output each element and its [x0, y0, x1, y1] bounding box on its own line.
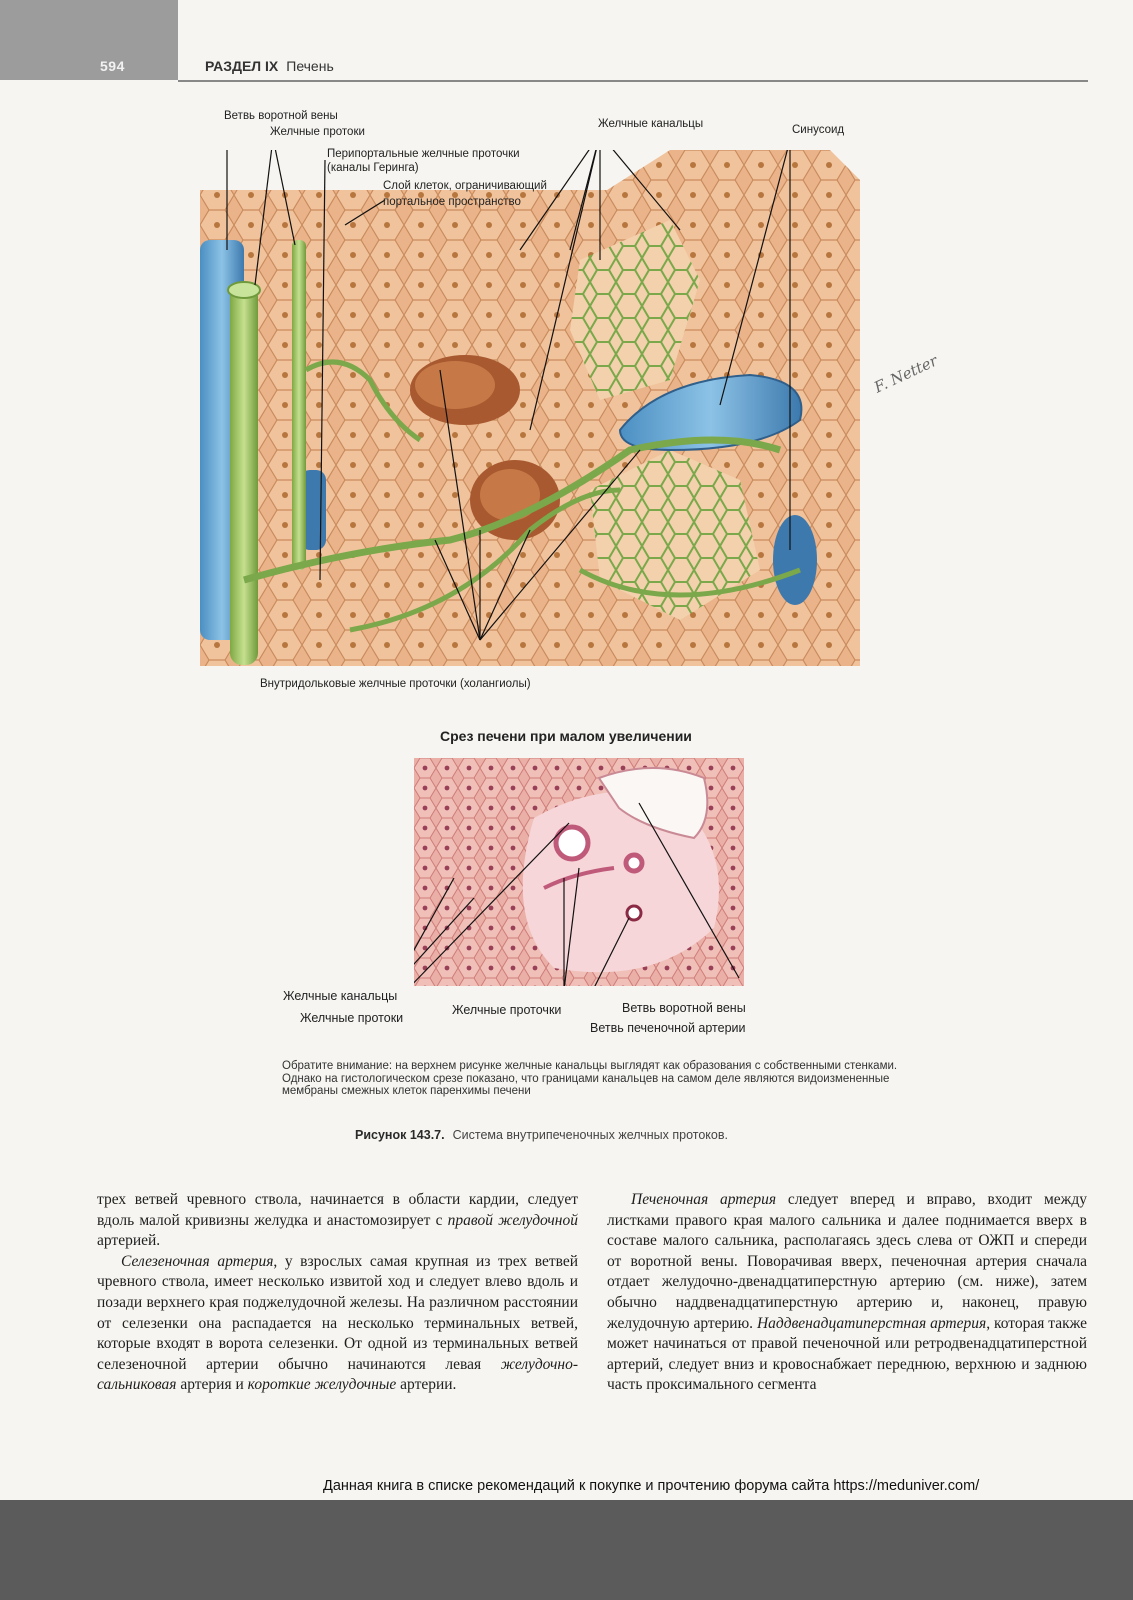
italic-term: желудочно-сальниковая — [97, 1355, 578, 1394]
label-periportal-1: Перипортальные желчные проточки — [327, 148, 520, 160]
figure-note — [282, 1060, 1002, 1098]
label-limiting-layer-1: Слой клеток, ограничивающий — [383, 180, 547, 192]
note-line: мембраны смежных клеток паренхимы печени — [282, 1085, 531, 1097]
scan-bottom-bar — [0, 1500, 1133, 1600]
artist-signature: F. Netter — [871, 351, 941, 397]
micro-label-hepatic-artery: Ветвь печеночной артерии — [590, 1021, 746, 1035]
text: , у взрослых самая крупная из трех ветвей чревного ствола, имеет несколько извитой ход и следует влево вдоль и позади верхнего края поджелудочной железы. На различном расстоянии от селезенки она распадается на несколько терминальных ветвей, которые входят в ворота селезенки. От одной из терминальных ветвей селезеночной артерии обычно начинаются левая — [97, 1252, 578, 1373]
label-periportal-2: (каналы Геринга) — [327, 162, 419, 174]
italic-term: Селезеночная артерия — [121, 1252, 274, 1270]
note-line: Однако на гистологическом срезе показано, что границами канальцев на самом деле являются видоизмененные — [282, 1072, 890, 1085]
text: артерии. — [396, 1376, 457, 1394]
label-portal-vein-branch: Ветвь воротной вены — [224, 110, 338, 122]
text: следует вперед и вправо, входит между листками правого края малого сальника и далее поднимается вверх в составе малого сальника, располагаясь здесь слева от ОЖП и спереди от воротной вены. Поворачивая вверх, печеночная артерия сначала отдает желудочно-двенадцатиперстную артерию (см. ниже), затем обычно наддвенадцатиперстную артерию и, наконец, правую желудочную артерию. — [607, 1191, 1087, 1332]
paragraph — [97, 1190, 578, 1252]
text: артерия и — [176, 1376, 248, 1394]
micro-label-portal-branch: Ветвь воротной вены — [622, 1001, 746, 1015]
figure-caption — [355, 1128, 728, 1142]
paragraph — [607, 1190, 1087, 1396]
page-number: 594 — [100, 58, 125, 74]
header-gray-tab — [0, 0, 178, 80]
caption-text: Система внутрипеченочных желчных протоков. — [452, 1128, 728, 1142]
text: трех ветвей чревного ствола, начинается в области кардии, следует вдоль малой кривизны желудка и анастомозирует с — [97, 1191, 578, 1229]
label-sinusoid: Синусоид — [792, 124, 845, 136]
body-column-right — [607, 1190, 1087, 1396]
section-heading — [205, 58, 334, 74]
body-column-left — [97, 1190, 578, 1396]
italic-term: правой желудочной — [447, 1211, 578, 1229]
paragraph — [97, 1252, 578, 1396]
text: , которая также может начинаться от правой печеночной или ретродвенадцатиперстной артерий, следует вниз и кровоснабжает переднюю, верхнюю и заднюю часть проксимального сегмента — [607, 1314, 1087, 1394]
bile-duct-main — [230, 285, 258, 665]
label-bile-canaliculi: Желчные канальцы — [598, 118, 704, 130]
micro-artery — [627, 906, 641, 920]
micrograph — [414, 758, 744, 986]
micro-label-ductules: Желчные проточки — [452, 1003, 562, 1017]
bile-duct-secondary — [292, 240, 306, 570]
section-name: Печень — [286, 58, 334, 74]
micro-label-ducts: Желчные протоки — [300, 1011, 404, 1025]
section-label: РАЗДЕЛ IX — [205, 58, 279, 74]
italic-term: Печеночная артерия — [631, 1191, 777, 1208]
sinusoid-small — [773, 515, 817, 605]
liver-illustration — [200, 150, 860, 666]
text: артерией. — [97, 1232, 161, 1250]
caption-label: Рисунок 143.7. — [355, 1128, 445, 1142]
header-rule — [178, 80, 1088, 82]
italic-term: Наддвенадцатиперстная артерия — [756, 1314, 987, 1332]
label-limiting-layer-2: портальное пространство — [383, 196, 521, 208]
label-bile-ducts: Желчные протоки — [270, 126, 365, 138]
label-intralobular: Внутридольковые желчные проточки (холангиолы) — [260, 678, 531, 690]
micro-bile-duct-2 — [626, 855, 642, 871]
italic-term: короткие желудочные — [247, 1376, 397, 1394]
micro-title: Срез печени при малом увеличении — [440, 728, 692, 744]
micro-label-canaliculi: Желчные канальцы — [283, 989, 398, 1003]
promo-footer: Данная книга в списке рекомендаций к покупке и прочтению форума сайта https://meduniver.com/ — [323, 1478, 980, 1494]
lacuna-1-inner — [415, 361, 495, 409]
note-line: Обратите внимание: на верхнем рисунке желчные канальцы выглядят как образования с собственными стенками. — [282, 1060, 898, 1072]
